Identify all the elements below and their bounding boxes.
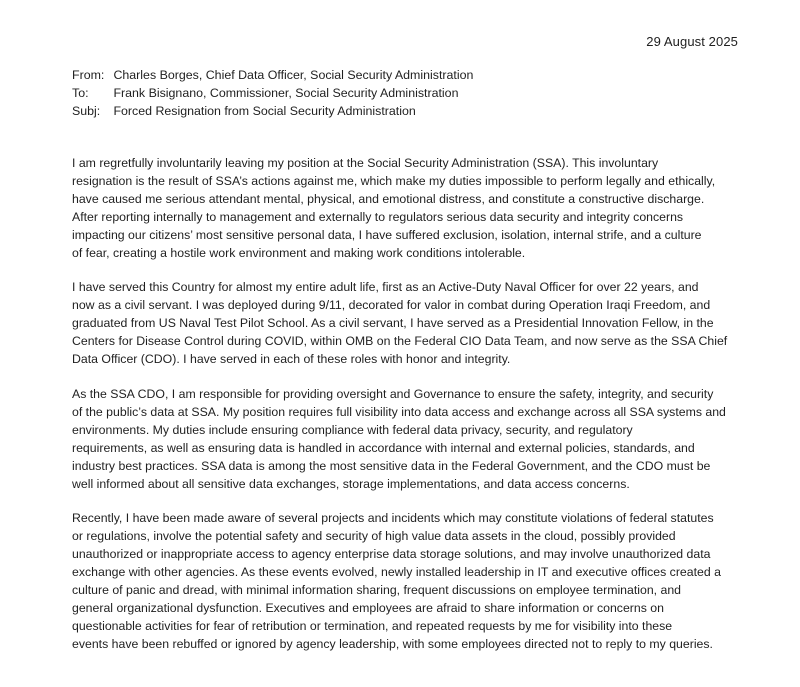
paragraph-line: industry best practices. SSA data is among the most sensitive data in the Federal Government, and the CDO must be: [72, 458, 711, 473]
paragraph-line: have caused me serious attendant mental, physical, and emotional distress, and constitute a constructive discharge.: [72, 191, 705, 206]
paragraph-line: impacting our citizens’ most sensitive personal data, I have suffered exclusion, isolation, internal strife, and a culture: [72, 227, 702, 242]
subject-value: Forced Resignation from Social Security Administration: [113, 104, 416, 118]
paragraph-line: graduated from US Naval Test Pilot School. As a civil servant, I have served as a Presidential Innovation Fellow, in the: [72, 316, 714, 331]
from-label: From:: [72, 68, 105, 82]
paragraph-line: general organizational dysfunction. Executives and employees are afraid to share information or concerns on: [72, 600, 664, 615]
paragraph-line: now as a civil servant. I was deployed during 9/11, decorated for valor in combat during Operation Iraqi Freedom, and: [72, 298, 711, 313]
paragraph-line: resignation is the result of SSA’s actions against me, which make my duties impossible to perform legally and ethically,: [72, 173, 716, 188]
paragraph-line: questionable activities for fear of retribution or termination, and repeated requests by me for visibility into these: [72, 618, 673, 633]
paragraph-line: of fear, creating a hostile work environment and making work conditions intolerable.: [72, 245, 526, 260]
paragraph-line: requirements, as well as ensuring data is handled in accordance with internal and external policies, standards, and: [72, 440, 695, 455]
paragraph-line: After reporting internally to management and externally to regulators serious data security and integrity concerns: [72, 209, 684, 224]
paragraph-line: Data Officer (CDO). I have served in each of these roles with honor and integrity.: [72, 352, 511, 367]
paragraph-line: Recently, I have been made aware of several projects and incidents which may constitute violations of federal statutes: [72, 511, 714, 526]
paragraph-line: environments. My duties include ensuring compliance with federal data privacy, security, and regulatory: [72, 422, 633, 437]
paragraph-line: or regulations, involve the potential safety and security of high value data assets in the cloud, possibly provided: [72, 529, 676, 544]
from-value: Charles Borges, Chief Data Officer, Social Security Administration: [113, 68, 474, 82]
letter-header: [72, 66, 473, 120]
paragraph-line: I have served this Country for almost my entire adult life, first as an Active-Duty Naval Officer for over 22 years, and: [72, 280, 699, 295]
paragraph-line: culture of panic and dread, with minimal information sharing, frequent discussions on employee termination, and: [72, 583, 682, 598]
to-line: [72, 84, 473, 102]
letter-date: 29 August 2025: [646, 34, 738, 49]
paragraph-service-history: [72, 279, 744, 369]
subject-label: Subj:: [72, 104, 101, 118]
paragraph-line: unauthorized or inappropriate access to agency enterprise data storage solutions, and may involve unauthorized data: [72, 547, 711, 562]
paragraph-line: exchange with other agencies. As these events evolved, newly installed leadership in IT and executive offices created a: [72, 565, 721, 580]
paragraph-line: As the SSA CDO, I am responsible for providing oversight and Governance to ensure the safety, integrity, and security: [72, 386, 714, 401]
paragraph-line: events have been rebuffed or ignored by agency leadership, with some employees directed not to reply to my queries.: [72, 636, 713, 651]
letter-body: [72, 155, 744, 671]
to-label: To:: [72, 86, 89, 100]
paragraph-cdo-responsibilities: [72, 386, 744, 493]
to-value: Frank Bisignano, Commissioner, Social Security Administration: [113, 86, 459, 100]
from-line: [72, 66, 473, 84]
paragraph-line: well informed about all sensitive data exchanges, storage implementations, and data access concerns.: [72, 476, 630, 491]
subject-line: [72, 102, 473, 120]
paragraph-line: I am regretfully involuntarily leaving my position at the Social Security Administration (SSA). This involuntary: [72, 156, 659, 170]
paragraph-resignation: [72, 155, 744, 262]
paragraph-incidents: [72, 510, 744, 653]
paragraph-line: Centers for Disease Control during COVID, within OMB on the Federal CIO Data Team, and now serve as the SSA Chief: [72, 334, 728, 349]
paragraph-line: of the public’s data at SSA. My position requires full visibility into data access and exchange across all SSA systems and: [72, 404, 726, 419]
